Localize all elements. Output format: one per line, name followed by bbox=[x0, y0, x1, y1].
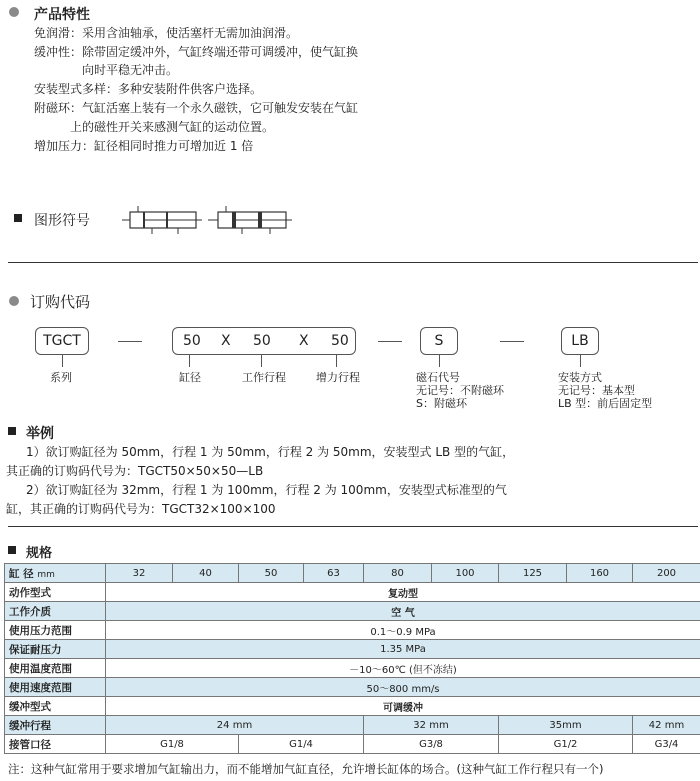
code-separator bbox=[500, 341, 524, 342]
section-square-icon bbox=[14, 214, 22, 222]
footnote: 注：这种气缸常用于要求增加气缸输出力，而不能增加气缸直径，允许增长缸体的场合。(这种气缸工作行程只有一个) bbox=[8, 762, 604, 776]
table-row bbox=[5, 621, 700, 640]
table-row bbox=[5, 716, 700, 735]
code-series-box bbox=[35, 327, 89, 355]
table-row bbox=[5, 640, 700, 659]
table-row bbox=[5, 697, 700, 716]
label-series: 系列 bbox=[50, 371, 72, 384]
symbol-title: 图形符号 bbox=[34, 213, 90, 229]
cylinder-symbol-magnet-icon bbox=[208, 206, 292, 234]
code-separator bbox=[118, 341, 142, 342]
row-value: 可调缓冲 bbox=[106, 697, 700, 716]
row-label: 工作介质 bbox=[5, 602, 106, 621]
table-row bbox=[5, 659, 700, 678]
label-bore: 缸径 bbox=[179, 371, 201, 384]
connector-line bbox=[189, 355, 190, 367]
port-value: G1/8 bbox=[106, 735, 239, 754]
feature-line: 上的磁性开关来感测气缸的运动位置。 bbox=[70, 120, 275, 134]
table-row bbox=[5, 602, 700, 621]
cushion-value: 24 mm bbox=[106, 716, 364, 735]
bore-cell: 100 bbox=[432, 564, 499, 583]
example-line: 其正确的订购码代号为：TGCT50×50×50—LB bbox=[6, 464, 264, 478]
bore-cell: 50 bbox=[239, 564, 304, 583]
code-bore: 50 bbox=[183, 333, 201, 349]
table-row bbox=[5, 583, 700, 602]
bore-cell: 160 bbox=[567, 564, 633, 583]
table-row bbox=[5, 564, 700, 583]
label-magnet-title: 磁石代号 bbox=[416, 371, 460, 384]
code-mount: LB bbox=[571, 333, 589, 349]
code-separator bbox=[378, 341, 402, 342]
code-stroke2: 50 bbox=[331, 333, 349, 349]
bore-cell: 125 bbox=[499, 564, 567, 583]
section-bullet-icon bbox=[9, 7, 19, 17]
section-bullet-icon bbox=[9, 296, 19, 306]
label-stroke: 工作行程 bbox=[242, 371, 286, 384]
row-label: 使用压力范围 bbox=[5, 621, 106, 640]
feature-line: 安装型式多样：多种安装附件供客户选择。 bbox=[34, 82, 263, 96]
cushion-value: 32 mm bbox=[364, 716, 499, 735]
section-square-icon bbox=[8, 427, 16, 435]
code-x2: X bbox=[299, 333, 309, 349]
code-magnet-box bbox=[420, 327, 458, 355]
connector-line bbox=[62, 355, 63, 367]
code-magnet: S bbox=[434, 333, 444, 349]
row-value: －10～60℃ (但不冻结) bbox=[106, 659, 700, 678]
row-label: 缓冲型式 bbox=[5, 697, 106, 716]
code-dimension-box bbox=[172, 327, 356, 355]
bore-cell: 200 bbox=[633, 564, 700, 583]
row-value: 复动型 bbox=[106, 583, 700, 602]
spec-table bbox=[4, 563, 700, 754]
feature-line: 附磁环：气缸活塞上装有一个永久磁铁，它可触发安装在气缸 bbox=[34, 101, 359, 115]
port-value: G1/4 bbox=[239, 735, 364, 754]
feature-line: 免润滑：采用含油轴承，使活塞杆无需加油润滑。 bbox=[34, 26, 299, 40]
connector-line bbox=[439, 355, 440, 367]
code-mount-box bbox=[561, 327, 599, 355]
table-row bbox=[5, 735, 700, 754]
section-divider bbox=[8, 262, 698, 263]
features-title: 产品特性 bbox=[34, 7, 90, 23]
example-title: 举例 bbox=[26, 426, 54, 442]
connector-line bbox=[261, 355, 262, 367]
feature-line: 缓冲性：除带固定缓冲外，气缸终端还带可调缓冲，使气缸换 bbox=[34, 45, 359, 59]
bore-cell: 80 bbox=[364, 564, 432, 583]
section-square-icon bbox=[8, 546, 16, 554]
row-value: 50～800 mm/s bbox=[106, 678, 700, 697]
row-label: 保证耐压力 bbox=[5, 640, 106, 659]
label-mount-title: 安装方式 bbox=[558, 371, 602, 384]
feature-line: 增加压力：缸径相同时推力可增加近 1 倍 bbox=[34, 139, 254, 153]
connector-line bbox=[580, 355, 581, 367]
port-value: G3/8 bbox=[364, 735, 499, 754]
bore-cell: 40 bbox=[173, 564, 239, 583]
cushion-value: 42 mm bbox=[633, 716, 700, 735]
cylinder-symbol-icon bbox=[122, 206, 202, 234]
row-value: 0.1～0.9 MPa bbox=[106, 621, 700, 640]
row-label: 使用速度范围 bbox=[5, 678, 106, 697]
port-label: 接管口径 bbox=[5, 735, 106, 754]
row-value: 1.35 MPa bbox=[106, 640, 700, 659]
row-label: 动作型式 bbox=[5, 583, 106, 602]
feature-line: 向时平稳无冲击。 bbox=[82, 63, 179, 77]
row-label: 使用温度范围 bbox=[5, 659, 106, 678]
label-magnet-none: 无记号：不附磁环 bbox=[416, 384, 504, 397]
port-value: G3/4 bbox=[633, 735, 700, 754]
label-magnet-s: S：附磁环 bbox=[416, 397, 467, 410]
example-line: 2）欲订购缸径为 32mm，行程 1 为 100mm，行程 2 为 100mm，安装型式标准型的气 bbox=[26, 483, 507, 497]
section-divider bbox=[8, 526, 698, 527]
example-line: 缸，其正确的订购码代号为：TGCT32×100×100 bbox=[6, 502, 276, 516]
port-value: G1/2 bbox=[499, 735, 633, 754]
spec-title: 规格 bbox=[26, 546, 53, 561]
label-mount-none: 无记号：基本型 bbox=[558, 384, 635, 397]
bore-cell: 63 bbox=[304, 564, 364, 583]
cushion-value: 35mm bbox=[499, 716, 633, 735]
row-value: 空 气 bbox=[106, 602, 700, 621]
code-stroke1: 50 bbox=[253, 333, 271, 349]
cushion-label: 缓冲行程 bbox=[5, 716, 106, 735]
label-extra-stroke: 增力行程 bbox=[316, 371, 360, 384]
code-series: TGCT bbox=[43, 333, 81, 349]
bore-cell: 32 bbox=[106, 564, 173, 583]
bore-header: 缸 径 mm bbox=[5, 564, 106, 583]
table-row bbox=[5, 678, 700, 697]
example-line: 1）欲订购缸径为 50mm，行程 1 为 50mm，行程 2 为 50mm，安装型式 LB 型的气缸， bbox=[26, 445, 515, 459]
code-x1: X bbox=[221, 333, 231, 349]
order-title: 订购代码 bbox=[30, 293, 91, 311]
connector-line bbox=[336, 355, 337, 367]
label-mount-lb: LB 型：前后固定型 bbox=[558, 397, 653, 410]
